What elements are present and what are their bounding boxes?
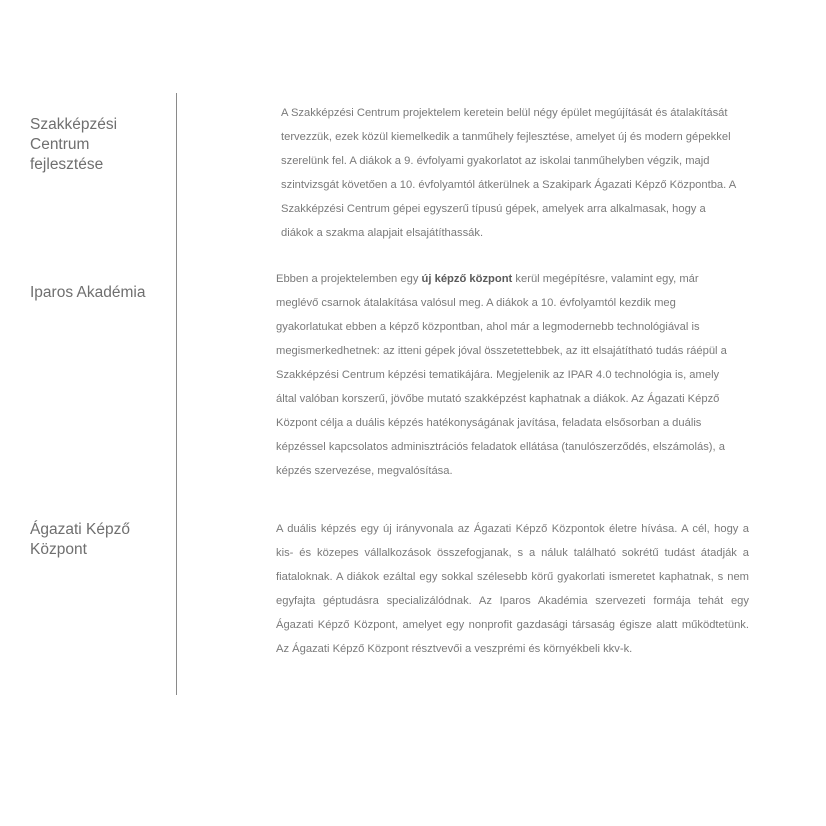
section-title-agazati-kepzo-kozpont: Ágazati Képző Központ (30, 521, 130, 558)
section-title-szakkepzesi-centrum: Szakképzési Centrum fejlesztése (30, 116, 118, 173)
body-line: Központ célja a duális képzés hatékonyságának javítása, feladata elsősorban a duális (276, 417, 702, 429)
body-line: Ágazati Képző Központ, amelyet egy nonprofit gazdasági társaság égisze alatt működtetünk. (276, 619, 749, 631)
section-body-szakkepzesi-centrum (281, 101, 751, 245)
body-line: által valóban korszerű, jövőbe mutató szakképzést kaphatnak a diákok. Az Ágazati Képző (276, 393, 720, 405)
body-line: képzéssel kapcsolatos adminisztrációs feladatok ellátása (tanulószerződés, elszámolás), a (276, 441, 725, 453)
body-line: Szakképzési Centrum képzési tematikájára. Megjelenik az IPAR 4.0 technológia is, amely (276, 369, 720, 381)
body-line: kis- és közepes vállalkozások összefogjanak, s a náluk található sokrétű tudást átadják a (276, 547, 749, 559)
body-line: képzés szervezése, megvalósítása. (276, 465, 453, 477)
body-line: megismerkedhetnek: az itteni gépek jóval összetettebbek, az itt elsajátítható tudás ráépül a (276, 345, 727, 357)
body-line: A duális képzés egy új irányvonala az Ágazati Képző Központok életre hívása. A cél, hogy a (276, 523, 749, 535)
body-line: Az Ágazati Képző Központ résztvevői a veszprémi és környékbeli kkv-k. (276, 643, 633, 655)
body-line: tervezzük, ezek közül kiemelkedik a tanműhely fejlesztése, amelyet új és modern gépekkel (281, 131, 731, 143)
body-line: szintvizsgát követően a 10. évfolyamtól átkerülnek a Szakipark Ágazati Képző Központba. A (281, 179, 737, 191)
body-line: fiataloknak. A diákok ezáltal egy sokkal szélesebb körű gyakorlati ismeretet kaphatnak, s nem (276, 571, 749, 583)
vertical-divider (176, 93, 177, 695)
body-line: egyfajta géptudásra specializálódnak. Az Iparos Akadémia szervezeti formája tehát egy (276, 595, 749, 607)
body-line: gyakorlatukat ebben a képző központban, ahol már a legmodernebb technológiával is (276, 321, 700, 333)
body-line: A Szakképzési Centrum projektelem keretein belül négy épület megújítását és átalakítását (281, 107, 728, 119)
section-body-iparos-akademia (276, 267, 756, 483)
body-line (276, 267, 756, 291)
section-title-iparos-akademia: Iparos Akadémia (30, 284, 146, 301)
body-line: diákok a szakma alapjait elsajátíthassák. (281, 227, 484, 239)
body-text: Ebben a projektelemben egy (276, 273, 422, 285)
body-line: szerelünk fel. A diákok a 9. évfolyami gyakorlatot az iskolai tanműhelyben végzik, majd (281, 155, 710, 167)
body-line: Szakképzési Centrum gépei egyszerű típusú gépek, amelyek arra alkalmasak, hogy a (281, 203, 706, 215)
body-line: meglévő csarnok átalakítása valósul meg. A diákok a 10. évfolyamtól kezdik meg (276, 297, 676, 309)
body-text: kerül megépítésre, valamint egy, már (512, 273, 699, 285)
highlight-text: új képző központ (421, 273, 513, 285)
section-body-agazati-kepzo-kozpont (276, 517, 749, 661)
